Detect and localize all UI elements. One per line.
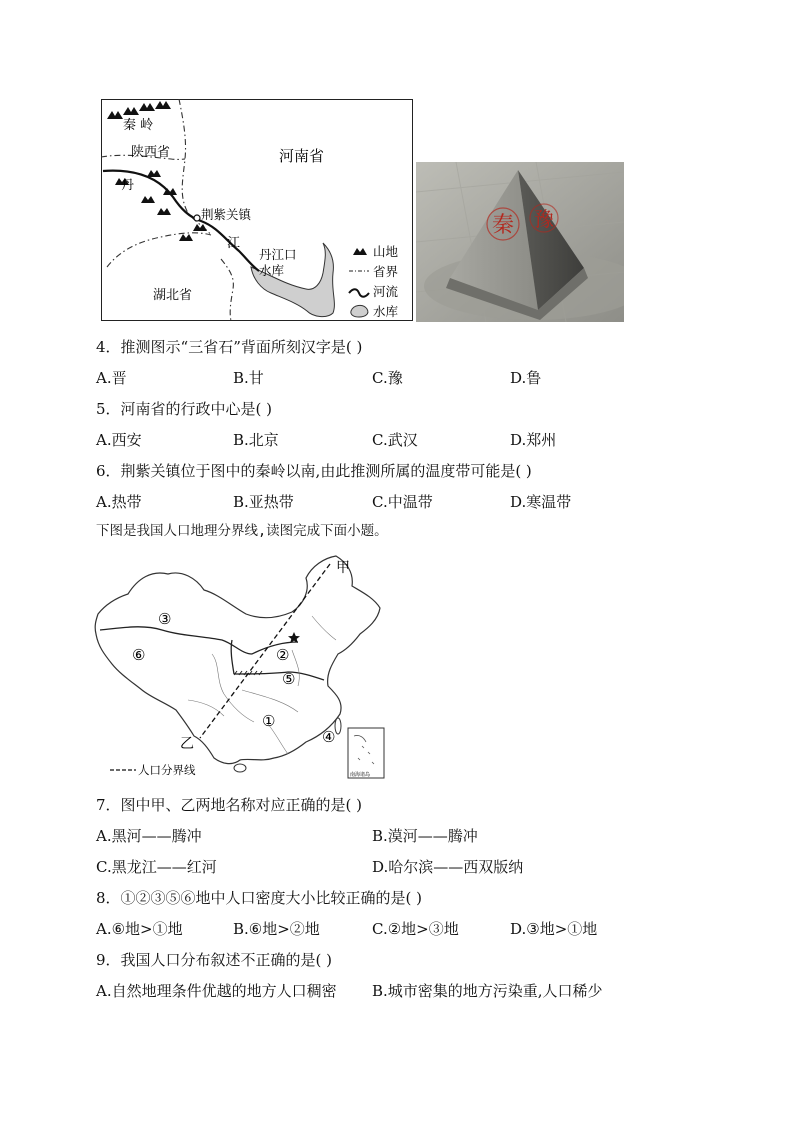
legend-river-label: 河流 [373, 284, 399, 299]
three-province-stone-photo [416, 162, 624, 322]
legend-reservoir-label: 水库 [373, 304, 399, 319]
question-5-option-d[interactable]: D.郑州 [510, 431, 557, 449]
region-1-label: ① [262, 712, 276, 730]
question-8-stem: 8．①②③⑤⑥地中人口密度大小比较正确的是( ) [96, 889, 423, 907]
question-6-stem: 6．荆紫关镇位于图中的秦岭以南,由此推测所属的温度带可能是( ) [96, 462, 532, 480]
question-7-option-d[interactable]: D.哈尔滨——西双版纳 [372, 858, 524, 876]
question-5-option-a[interactable]: A.西安 [96, 431, 142, 449]
section-intro: 下图是我国人口地理分界线,读图完成下面小题。 [96, 523, 388, 539]
question-7-stem: 7．图中甲、乙两地名称对应正确的是( ) [96, 796, 363, 814]
town-marker [194, 215, 200, 221]
question-4-option-b[interactable]: B.甘 [233, 369, 264, 387]
label-dan: 丹 [121, 178, 135, 193]
label-shaanxi: 陕西省 [131, 145, 171, 160]
inset-caption: 南海诸岛 [350, 772, 371, 778]
label-jiang: 江 [227, 236, 241, 251]
question-5-option-b[interactable]: B.北京 [233, 431, 279, 449]
question-9-stem: 9．我国人口分布叙述不正确的是( ) [96, 951, 333, 969]
question-8-option-c[interactable]: C.②地>③地 [372, 920, 459, 938]
question-4-option-d[interactable]: D.鲁 [510, 369, 542, 387]
question-4-option-c[interactable]: C.豫 [372, 369, 403, 387]
question-4-option-a[interactable]: A.晋 [96, 369, 127, 387]
danjiang-map [101, 99, 413, 321]
region-3-label: ③ [158, 610, 172, 628]
label-hubei: 湖北省 [153, 288, 193, 303]
label-reservoir-1: 丹江口 [259, 247, 297, 262]
question-4-stem: 4．推测图示“三省石”背面所刻汉字是( ) [96, 338, 363, 356]
question-8-option-a[interactable]: A.⑥地>①地 [96, 920, 183, 938]
question-6-option-a[interactable]: A.热带 [96, 493, 142, 511]
question-6-option-c[interactable]: C.中温带 [372, 493, 433, 511]
region-5-label: ⑤ [282, 670, 296, 688]
question-6-option-d[interactable]: D.寒温带 [510, 493, 572, 511]
legend-border-label: 省界 [373, 264, 399, 279]
question-7-option-c[interactable]: C.黑龙江——红河 [96, 858, 217, 876]
label-jia: 甲 [336, 560, 350, 576]
legend-reservoir-icon [351, 305, 368, 317]
label-yi: 乙 [180, 736, 194, 752]
south-china-sea-inset [348, 728, 384, 778]
question-5-option-c[interactable]: C.武汉 [372, 431, 418, 449]
question-9-option-b[interactable]: B.城市密集的地方污染重,人口稀少 [372, 982, 603, 1000]
question-7-option-a[interactable]: A.黑河——腾冲 [96, 827, 202, 845]
question-5-stem: 5．河南省的行政中心是( ) [96, 400, 273, 418]
stone-char-left: 秦 [492, 213, 515, 238]
question-7-option-b[interactable]: B.漠河——腾冲 [372, 827, 478, 845]
stone-char-right: 豫 [534, 207, 554, 231]
legend-mountain-label: 山地 [373, 244, 399, 259]
question-6-option-b[interactable]: B.亚热带 [233, 493, 294, 511]
question-8-option-b[interactable]: B.⑥地>②地 [233, 920, 320, 938]
region-2-label: ② [276, 646, 290, 664]
question-8-option-d[interactable]: D.③地>①地 [510, 920, 598, 938]
label-jingziguan: 荆紫关镇 [201, 207, 252, 222]
question-9-option-a[interactable]: A.自然地理条件优越的地方人口稠密 [96, 982, 337, 1000]
label-reservoir-2: 水库 [259, 263, 285, 278]
legend-population-line-label: 人口分界线 [138, 763, 196, 777]
label-henan: 河南省 [279, 147, 325, 165]
region-4-label: ④ [322, 728, 336, 746]
china-population-map [92, 550, 392, 782]
region-6-label: ⑥ [132, 646, 146, 664]
label-qinling: 秦 岭 [123, 118, 154, 133]
